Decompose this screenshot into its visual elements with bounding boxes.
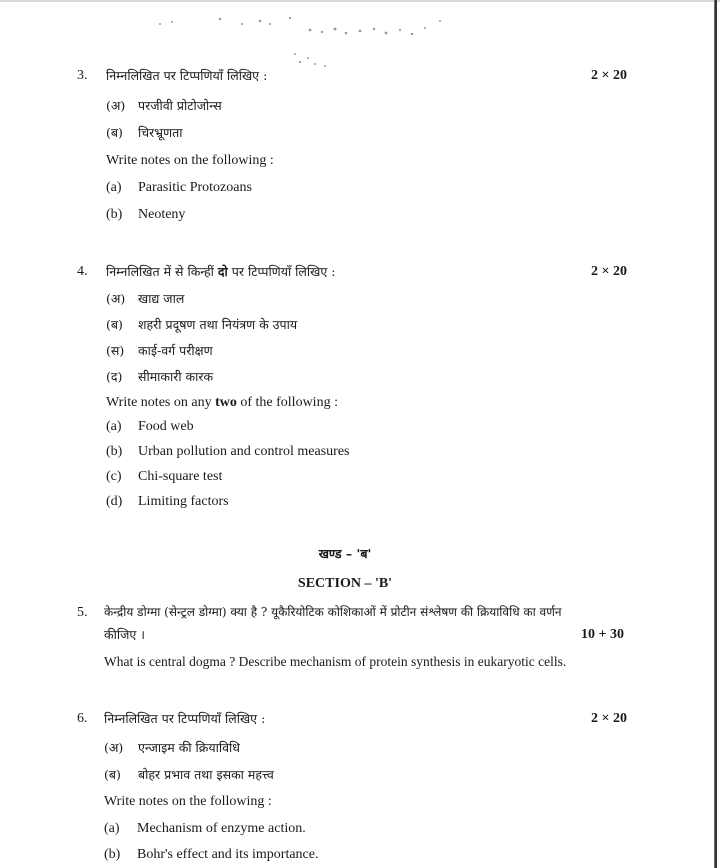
q3-hindi-item-text: परजीवी प्रोटोजोन्स xyxy=(138,98,222,113)
q3-marks: 2 × 20 xyxy=(591,68,627,83)
q4-english-item-text: Food web xyxy=(138,419,194,434)
q6-hindi-item-label: (अ) xyxy=(104,740,124,755)
q4-hindi-item-label: (द) xyxy=(106,369,123,384)
q4-english-item-text: Limiting factors xyxy=(138,494,229,509)
q6-marks: 2 × 20 xyxy=(591,711,627,726)
q4-english-item-label: (b) xyxy=(106,444,123,459)
q3-english-item-text: Parasitic Protozoans xyxy=(138,180,252,195)
q6-english-instruction: Write notes on the following : xyxy=(104,794,272,809)
q5-english-text: What is central dogma ? Describe mechanism of protein synthesis in eukaryotic cells. xyxy=(104,654,567,669)
q6-hindi-item-text: बोहर प्रभाव तथा इसका महत्त्व xyxy=(138,767,274,782)
q3-english-item-label: (a) xyxy=(106,180,122,195)
q4-english-item-text: Urban pollution and control measures xyxy=(138,444,350,459)
q6-hindi-item-label: (ब) xyxy=(104,767,121,782)
q6-english-item-label: (a) xyxy=(104,821,120,836)
q3-english-item-label: (b) xyxy=(106,207,123,222)
q4-hindi-item-text: काई-वर्ग परीक्षण xyxy=(138,343,213,358)
q6-english-item-text: Mechanism of enzyme action. xyxy=(137,821,306,836)
q3-english-item-text: Neoteny xyxy=(138,207,186,222)
q3-english-instruction: Write notes on the following : xyxy=(106,153,274,168)
q5-hindi-line1: केन्द्रीय डोग्मा (सेन्ट्रल डोग्मा) क्या है ? यूकैरियोटिक कोशिकाओं में प्रोटीन संश्लेषण की क्रियाविधि का वर्णन xyxy=(104,605,562,619)
q6-english-item-label: (b) xyxy=(104,847,121,862)
q4-english-item-label: (d) xyxy=(106,494,123,509)
q3-hindi-item-label: (अ) xyxy=(106,98,126,113)
q3-hindi-item-text: चिरभ्रूणता xyxy=(138,125,183,140)
q6-number: 6. xyxy=(77,711,88,726)
q4-english-item-label: (c) xyxy=(106,469,122,484)
scan-right-edge xyxy=(714,0,717,868)
q3-hindi-item-label: (ब) xyxy=(106,125,123,140)
q4-hindi-item-text: शहरी प्रदूषण तथा नियंत्रण के उपाय xyxy=(138,317,298,332)
q4-hindi-instruction: निम्नलिखित में से किन्हीं दो पर टिप्पणियाँ लिखिए : xyxy=(106,264,336,279)
q5-marks: 10 + 30 xyxy=(581,627,624,642)
scan-top-edge xyxy=(0,0,720,2)
section-b-hindi-heading: खण्ड – 'ब' xyxy=(318,546,372,561)
scan-smudge xyxy=(150,10,480,70)
q4-hindi-item-label: (ब) xyxy=(106,317,123,332)
q4-english-instruction: Write notes on any two of the following : xyxy=(106,395,338,410)
q4-hindi-item-label: (अ) xyxy=(106,291,126,306)
q4-number: 4. xyxy=(77,264,88,279)
q4-hindi-item-label: (स) xyxy=(106,343,125,358)
section-b-english-heading: SECTION – 'B' xyxy=(297,576,393,591)
q4-hindi-item-text: सीमाकारी कारक xyxy=(138,369,214,384)
q3-number: 3. xyxy=(77,68,88,83)
q6-english-item-text: Bohr's effect and its importance. xyxy=(137,847,319,862)
q5-hindi-line2: कीजिए । xyxy=(104,627,145,642)
q4-hindi-item-text: खाद्य जाल xyxy=(138,291,185,306)
q6-hindi-instruction: निम्नलिखित पर टिप्पणियाँ लिखिए : xyxy=(104,711,266,726)
q3-hindi-instruction: निम्नलिखित पर टिप्पणियाँ लिखिए : xyxy=(106,68,268,83)
q4-english-item-text: Chi-square test xyxy=(138,469,223,484)
q6-hindi-item-text: एन्जाइम की क्रियाविधि xyxy=(138,740,240,755)
q4-english-item-label: (a) xyxy=(106,419,122,434)
q4-marks: 2 × 20 xyxy=(591,264,627,279)
q5-number: 5. xyxy=(77,605,88,620)
